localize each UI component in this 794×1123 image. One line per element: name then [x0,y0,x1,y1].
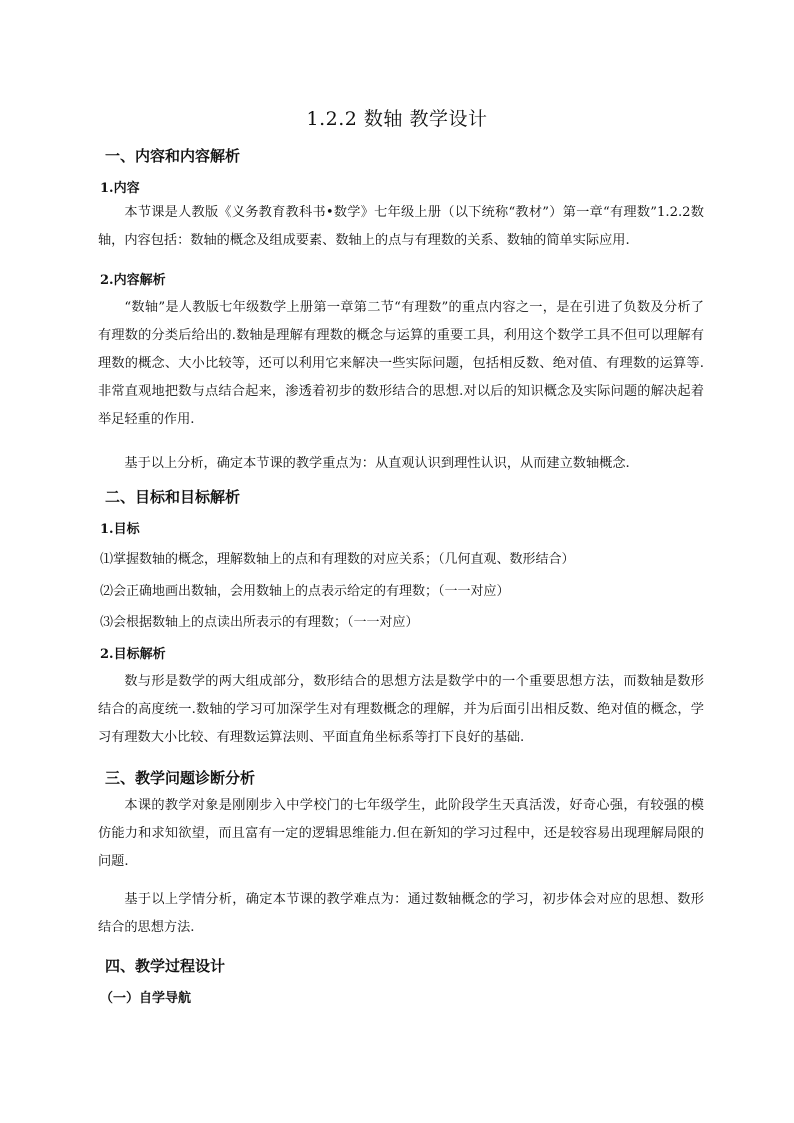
paragraph-goal-analysis: 数与形是数学的两大组成部分，数形结合的思想方法是数学中的一个重要思想方法，而数轴是数形结合的高度统一.数轴的学习可加深学生对有理数概念的理解，并为后面引出相反数、绝对值的概念，学习有理数大小比较、有理数运算法则、平面直角坐标系等打下良好的基础. [98,674,704,745]
goal-item-1: ⑴掌握数轴的概念，理解数轴上的点和有理数的对应关系；（几何直观、数形结合） [100,552,575,567]
paragraph-content-description: 本节课是人教版《义务教育教科书•数学》七年级上册（以下统称“教材”）第一章“有理数”1.2.2数轴，内容包括：数轴的概念及组成要素、数轴上的点与有理数的关系、数轴的简单实际应用. [98,205,704,248]
subheading-goals: 1.目标 [100,522,140,537]
section-heading-content: 一、内容和内容解析 [105,147,241,165]
paragraph-teaching-difficulty: 基于以上学情分析，确定本节课的教学难点为：通过数轴概念的学习，初步体会对应的思想、数形结合的思想方法. [98,892,704,935]
section-heading-diagnosis: 三、教学问题诊断分析 [105,769,256,787]
section-heading-process: 四、教学过程设计 [105,957,226,975]
goal-item-3: ⑶会根据数轴上的点读出所表示的有理数；（一一对应） [100,615,419,630]
subheading-self-study: （一）自学导航 [100,991,192,1006]
subheading-goal-analysis: 2.目标解析 [100,647,166,662]
goal-item-2: ⑵会正确地画出数轴，会用数轴上的点表示给定的有理数；（一一对应） [100,584,510,599]
paragraph-students: 本课的教学对象是刚刚步入中学校门的七年级学生，此阶段学生天真活泼，好奇心强，有较强的模仿能力和求知欲望，而且富有一定的逻辑思维能力.但在新知的学习过程中，还是较容易出现理解局限的问题. [98,798,704,869]
subheading-content: 1.内容 [100,181,140,196]
document-title: 1.2.2 数轴 教学设计 [306,108,488,130]
paragraph-teaching-focus: 基于以上分析，确定本节课的教学重点为：从直观认识到理性认识，从而建立数轴概念. [124,456,630,471]
paragraph-content-analysis: “数轴”是人教版七年级数学上册第一章第二节“有理数”的重点内容之一，是在引进了负数及分析了有理数的分类后给出的.数轴是理解有理数的概念与运算的重要工具，利用这个数学工具不但可以理解有理数的概念、大小比较等，还可以利用它来解决一些实际问题，包括相反数、绝对值、有理数的运算等.非常直观地把数与点结合起来，渗透着初步的数形结合的思想.对以后的知识概念及实际问题的解决起着举足轻重的作用. [98,300,704,427]
subheading-content-analysis: 2.内容解析 [100,273,166,288]
section-heading-goals: 二、目标和目标解析 [105,488,241,506]
